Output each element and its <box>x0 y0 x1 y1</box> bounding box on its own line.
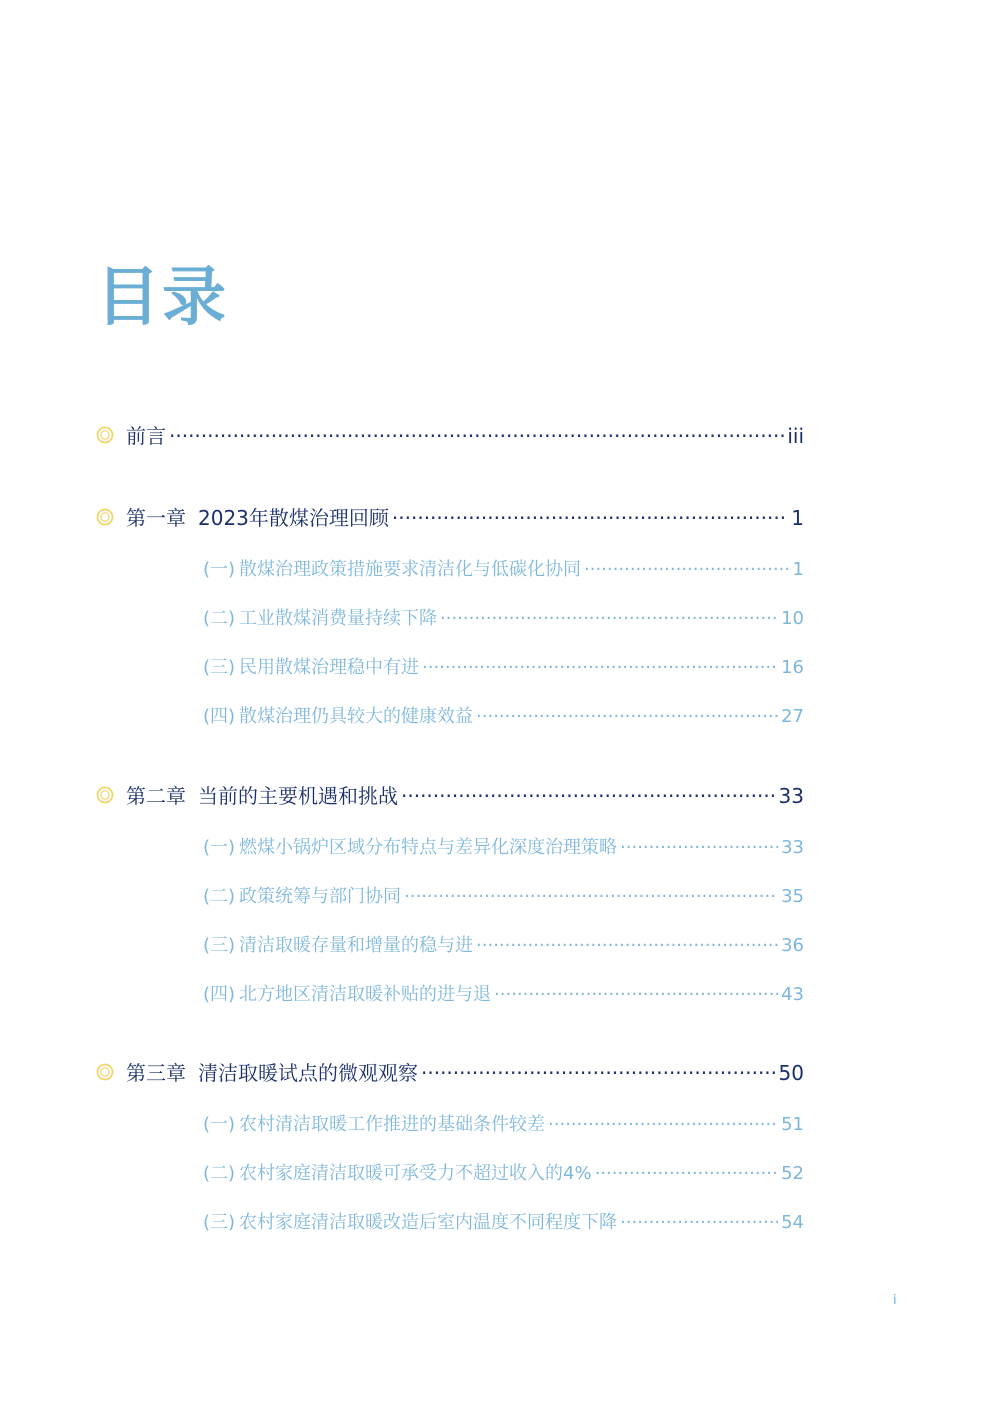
section-number: (三) <box>203 657 236 678</box>
dot-leader <box>401 784 776 808</box>
toc-entry-title: 清洁取暖存量和增量的稳与进 <box>239 935 474 956</box>
dot-leader <box>404 886 778 907</box>
chapter-number: 第三章 <box>126 1061 186 1085</box>
section-number: (三) <box>203 935 236 956</box>
toc-entry-title: 当前的主要机遇和挑战 <box>198 784 398 808</box>
section-number: (二) <box>203 1163 236 1184</box>
toc-entry-chapter-3[interactable] <box>96 1057 804 1086</box>
dot-leader <box>494 984 778 1005</box>
page-title: 目录 <box>96 261 228 335</box>
dot-leader <box>440 608 778 629</box>
toc-entry-title: 农村清洁取暖工作推进的基础条件较差 <box>239 1114 546 1135</box>
dot-leader <box>620 1212 778 1233</box>
section-number: (三) <box>203 1212 236 1233</box>
toc-entry-section-1-4[interactable] <box>203 702 804 728</box>
toc-page-number: 16 <box>781 657 804 678</box>
toc-entry-section-1-2[interactable] <box>203 604 804 630</box>
chapter-number: 第一章 <box>126 506 186 530</box>
toc-entry-section-2-3[interactable] <box>203 931 804 957</box>
toc-entry-section-3-1[interactable] <box>203 1110 804 1136</box>
bullet-ring-icon <box>96 426 114 444</box>
toc-entry-section-1-3[interactable] <box>203 653 804 679</box>
toc-entry-chapter-1[interactable] <box>96 502 804 531</box>
section-number: (四) <box>203 984 236 1005</box>
toc-entry-title: 北方地区清洁取暖补贴的进与退 <box>239 984 492 1005</box>
toc-entry-title: 农村家庭清洁取暖改造后室内温度不同程度下降 <box>239 1212 618 1233</box>
chapter-number: 第二章 <box>126 784 186 808</box>
toc-page-number: 27 <box>781 706 804 727</box>
toc-page-number: 33 <box>781 837 804 858</box>
bullet-ring-icon <box>96 786 114 804</box>
toc-entry-chapter-2[interactable] <box>96 780 804 809</box>
toc-page-number: iii <box>787 424 804 448</box>
dot-leader <box>548 1114 778 1135</box>
dot-leader <box>595 1163 778 1184</box>
toc-entry-title: 燃煤小锅炉区域分布特点与差异化深度治理策略 <box>239 837 618 858</box>
dot-leader <box>476 706 778 727</box>
toc-entry-title: 散煤治理政策措施要求清洁化与低碳化协同 <box>239 559 582 580</box>
toc-page-number: 1 <box>791 506 804 530</box>
section-number: (二) <box>203 886 236 907</box>
footer-page-number: i <box>893 1293 897 1308</box>
dot-leader <box>584 559 790 580</box>
toc-entry-title: 工业散煤消费量持续下降 <box>239 608 438 629</box>
toc-page-number: 36 <box>781 935 804 956</box>
toc-page-number: 1 <box>792 559 804 580</box>
dot-leader <box>421 1061 776 1085</box>
bullet-ring-icon <box>96 1063 114 1081</box>
toc-entry-section-2-4[interactable] <box>203 980 804 1006</box>
toc-page-number: 35 <box>781 886 804 907</box>
toc-entry-title: 2023年散煤治理回顾 <box>198 506 389 530</box>
bullet-ring-icon <box>96 508 114 526</box>
section-number: (四) <box>203 706 236 727</box>
toc-entry-preface[interactable] <box>96 420 804 449</box>
dot-leader <box>620 837 778 858</box>
toc-page-number: 43 <box>781 984 804 1005</box>
section-number: (二) <box>203 608 236 629</box>
dot-leader <box>392 506 788 530</box>
toc-entry-title: 清洁取暖试点的微观观察 <box>198 1061 418 1085</box>
toc-entry-title: 前言 <box>126 424 166 448</box>
toc-entry-title: 民用散煤治理稳中有进 <box>239 657 420 678</box>
toc-page-number: 51 <box>781 1114 804 1135</box>
toc-entry-title: 散煤治理仍具较大的健康效益 <box>239 706 474 727</box>
toc-entry-title: 农村家庭清洁取暖可承受力不超过收入的4% <box>239 1163 592 1184</box>
toc-entry-section-3-2[interactable] <box>203 1159 804 1185</box>
toc-page-number: 50 <box>778 1061 804 1085</box>
toc-page-number: 54 <box>781 1212 804 1233</box>
dot-leader <box>476 935 778 956</box>
dot-leader <box>169 424 784 448</box>
toc-entry-section-3-3[interactable] <box>203 1208 804 1234</box>
section-number: (一) <box>203 559 236 580</box>
toc-page-number: 52 <box>781 1163 804 1184</box>
toc-page-number: 10 <box>781 608 804 629</box>
dot-leader <box>422 657 778 678</box>
toc-entry-section-2-2[interactable] <box>203 882 804 908</box>
toc-entry-section-2-1[interactable] <box>203 833 804 859</box>
section-number: (一) <box>203 837 236 858</box>
toc-entry-section-1-1[interactable] <box>203 555 804 581</box>
section-number: (一) <box>203 1114 236 1135</box>
toc-entry-title: 政策统筹与部门协同 <box>239 886 402 907</box>
toc-page-number: 33 <box>778 784 804 808</box>
